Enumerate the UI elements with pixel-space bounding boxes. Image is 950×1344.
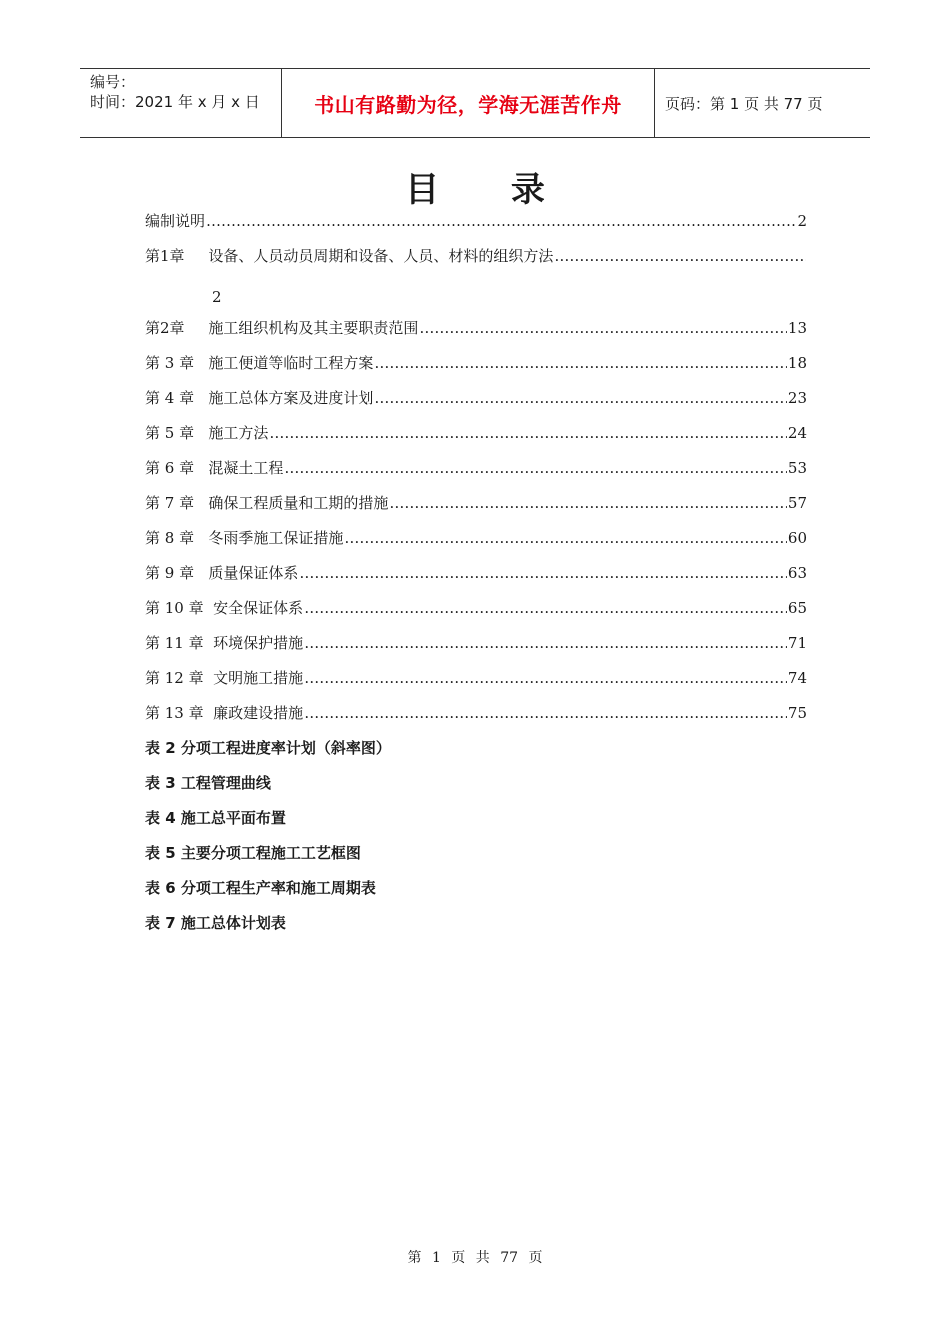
toc-label: 编制说明	[145, 212, 206, 230]
table-list-item[interactable]: 表 5 主要分项工程施工工艺框图	[145, 844, 361, 862]
toc-entry[interactable]	[145, 455, 807, 490]
toc-leader	[304, 700, 787, 726]
document-title: 目 录	[405, 170, 575, 210]
header-motto-cell	[281, 69, 655, 137]
toc-label: 廉政建设措施	[213, 704, 304, 722]
toc-entry[interactable]	[145, 350, 807, 385]
toc-page: 60	[787, 529, 807, 547]
toc-page: 23	[787, 389, 807, 407]
toc-leader	[304, 595, 787, 621]
toc-leader	[284, 455, 787, 481]
toc-entry[interactable]	[145, 560, 807, 595]
toc-chapter: 第 7 章	[145, 494, 209, 512]
toc-label: 施工便道等临时工程方案	[208, 354, 374, 372]
toc-chapter: 第 5 章	[145, 424, 209, 442]
table-list-item[interactable]: 表 3 工程管理曲线	[145, 774, 271, 792]
document-time: 时间：2021 年 x 月 x 日	[90, 93, 260, 111]
toc-entry[interactable]	[145, 525, 807, 560]
toc-entry[interactable]	[145, 208, 807, 243]
header-page-info: 页码：第 1 页 共 77 页	[665, 94, 823, 113]
toc-leader	[389, 490, 787, 516]
toc-page: 63	[787, 564, 807, 582]
toc-chapter: 第 11 章	[145, 634, 214, 652]
header-meta	[80, 69, 281, 137]
toc-entry[interactable]	[145, 665, 807, 700]
toc-page: 57	[787, 494, 807, 512]
toc-label: 冬雨季施工保证措施	[208, 529, 344, 547]
toc-label: 混凝土工程	[208, 459, 284, 477]
table-list-item[interactable]: 表 2 分项工程进度率计划（斜率图）	[145, 739, 391, 757]
toc-leader	[304, 630, 787, 656]
toc-leader	[299, 560, 787, 586]
toc-entry[interactable]	[145, 490, 807, 525]
header-motto: 书山有路勤为径，学海无涯苦作舟	[314, 92, 622, 117]
toc-page: 13	[787, 319, 807, 337]
toc-chapter: 第 4 章	[145, 389, 209, 407]
toc-page: 24	[787, 424, 807, 442]
toc-chapter: 第 3 章	[145, 354, 209, 372]
toc-label: 确保工程质量和工期的措施	[208, 494, 389, 512]
toc-entry[interactable]	[145, 243, 807, 315]
document-number-label: 编号：	[90, 73, 136, 91]
toc-label: 设备、人员动员周期和设备、人员、材料的组织方法	[208, 247, 554, 265]
table-list-item[interactable]: 表 4 施工总平面布置	[145, 809, 286, 827]
page-header	[80, 68, 870, 138]
toc-label: 质量保证体系	[208, 564, 299, 582]
toc-entry[interactable]	[145, 700, 807, 735]
toc-label: 施工方法	[208, 424, 269, 442]
toc-label: 文明施工措施	[213, 669, 304, 687]
toc-leader	[419, 315, 787, 341]
toc-leader	[206, 208, 796, 234]
toc-leader	[269, 420, 787, 446]
toc-leader	[344, 525, 787, 551]
toc-page: 74	[787, 669, 807, 687]
toc-entry[interactable]	[145, 630, 807, 665]
toc-chapter: 第 8 章	[145, 529, 209, 547]
toc-page: 75	[787, 704, 807, 722]
table-of-contents	[145, 208, 807, 945]
header-page-info-cell	[655, 69, 870, 137]
toc-label: 施工总体方案及进度计划	[208, 389, 374, 407]
toc-chapter: 第 13 章	[145, 704, 214, 722]
toc-entry[interactable]	[145, 385, 807, 420]
toc-label: 环境保护措施	[213, 634, 304, 652]
toc-page: 53	[787, 459, 807, 477]
table-list-item[interactable]: 表 6 分项工程生产率和施工周期表	[145, 879, 376, 897]
toc-chapter: 第 9 章	[145, 564, 209, 582]
toc-entry[interactable]	[145, 420, 807, 455]
toc-page: 65	[787, 599, 807, 617]
toc-label: 安全保证体系	[213, 599, 304, 617]
toc-leader	[374, 385, 787, 411]
toc-leader	[304, 665, 787, 691]
toc-chapter: 第 10 章	[145, 599, 214, 617]
toc-page: 18	[787, 354, 807, 372]
toc-page: 2	[212, 288, 222, 306]
toc-chapter: 第 12 章	[145, 669, 214, 687]
toc-leader	[554, 243, 806, 269]
toc-page: 71	[787, 634, 807, 652]
table-list-item[interactable]: 表 7 施工总体计划表	[145, 914, 286, 932]
toc-entry[interactable]	[145, 315, 807, 350]
toc-chapter: 第1章	[145, 247, 209, 265]
toc-label: 施工组织机构及其主要职责范围	[208, 319, 419, 337]
toc-chapter: 第 6 章	[145, 459, 209, 477]
page-footer: 第 1 页 共 77 页	[407, 1250, 543, 1266]
toc-leader	[374, 350, 787, 376]
toc-entry[interactable]	[145, 595, 807, 630]
toc-chapter: 第2章	[145, 319, 209, 337]
toc-page: 2	[797, 212, 807, 230]
